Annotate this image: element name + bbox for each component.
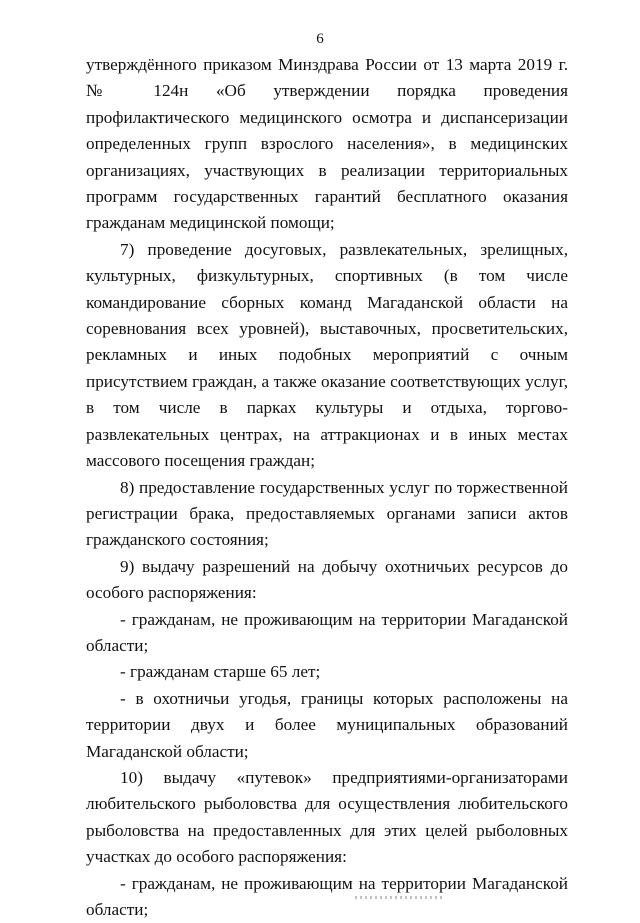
paragraph-item-9-nonresidents: - гражданам, не проживающим на территории Магаданской области; <box>86 609 568 655</box>
paragraph-item-10: 10) выдачу «путевок» предприятиями-организаторами любительского рыболовства для осуществления любительского рыболовства на предоставленных для этих целей рыболовных участках до особого распоряжения: <box>86 767 568 867</box>
paragraph-item-7: 7) проведение досуговых, развлекательных, зрелищных, культурных, физкультурных, спортивных (в том числе командирование сборных команд Магаданской области на соревнования всех уровней), выставочных, просветительских, рекламных и иных подобных мероприятий с очным присутствием граждан, а также оказание соответствующих услуг, в том числе в парках культуры и отдыха, торгово-развлекательных центрах, на аттракционах и в иных местах массового посещения граждан; <box>86 239 568 471</box>
scan-artifact <box>355 896 445 899</box>
document-body <box>86 52 568 923</box>
paragraph-item-9-multi-municipal: - в охотничьи угодья, границы которых расположены на территории двух и более муниципальных образований Магаданской области; <box>86 688 568 761</box>
paragraph-item-8: 8) предоставление государственных услуг по торжественной регистрации брака, предоставляемых органами записи актов гражданского состояния; <box>86 477 568 550</box>
paragraph-item-10-nonresidents: - гражданам, не проживающим на территории Магаданской области; <box>86 873 568 919</box>
page-number: 6 <box>316 31 324 47</box>
paragraph-order-124n-continuation: утверждённого приказом Минздрава России от 13 марта 2019 г. № 124н «Об утверждении порядка проведения профилактического медицинского осмотра и диспансеризации определенных групп взрослого населения», в медицинских организациях, участвующих в реализации территориальных программ государственных гарантий бесплатного оказания гражданам медицинской помощи; <box>86 55 568 233</box>
paragraph-item-9: 9) выдачу разрешений на добычу охотничьих ресурсов до особого распоряжения: <box>86 556 568 603</box>
paragraph-item-9-over-65: - гражданам старше 65 лет; <box>120 662 321 682</box>
